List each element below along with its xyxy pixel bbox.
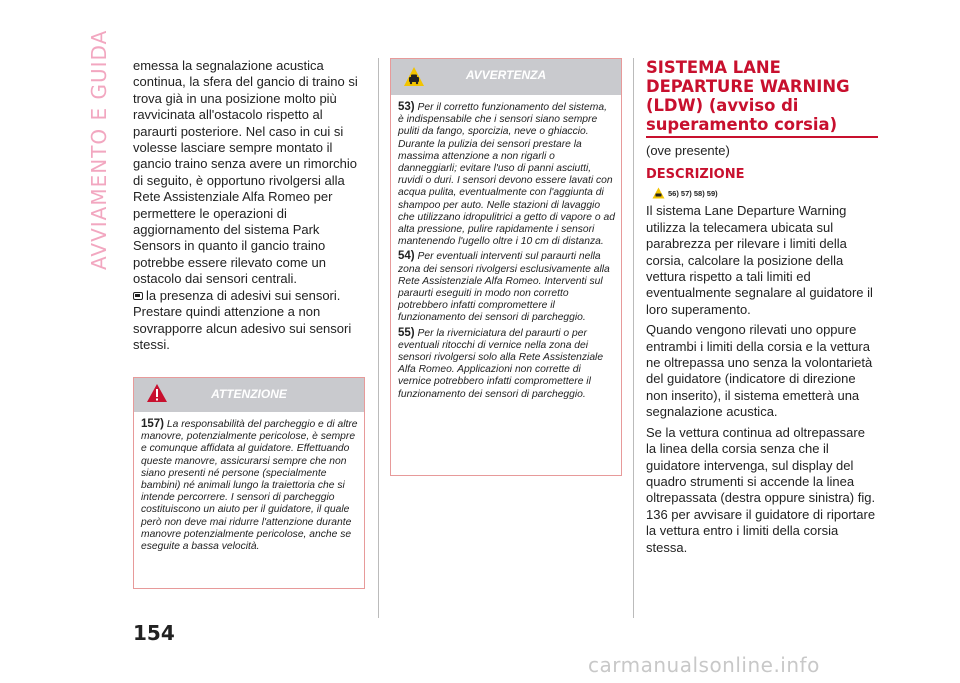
- bullet-text: la presenza di adesivi sui sensori.: [146, 287, 341, 303]
- note-number: 54): [398, 250, 415, 263]
- body-paragraph: Quando vengono rilevati uno oppure entrambi i limiti della corsia e la vettura ne oltrepassa uno senza la volontarietà del guidatore (indicatore di direzione non inserito), il sistema emetterà una segnalazione acustica.: [646, 322, 873, 420]
- note-number: 53): [398, 101, 415, 113]
- body-paragraph: Il sistema Lane Departure Warning utilizza la telecamera ubicata sul parabrezza per rilevare i limiti della corsia, calcolare la posizione della vettura rispetto a tali limiti ed eventualmente segnalare al guidatore il loro superamento.: [646, 203, 873, 317]
- bullet-icon: [133, 292, 143, 300]
- column-divider: [633, 58, 634, 618]
- chapter-side-title: AVVIAMENTO E GUIDA: [87, 29, 111, 270]
- attenzione-body: [134, 412, 364, 561]
- note-text: La responsabilità del parcheggio e di altre manovre, potenzialmente pericolose, è sempre e comunque affidata al guidatore. Effettuando queste manovre, assicurarsi sempre che non siano presenti né persone (specialmente bambini) né animali lungo la traiettoria che si intende percorrere. I sensori di parcheggio costituiscono un aiuto per il guidatore, il quale però non deve mai ridurre l'attenzione durante manovre potenzialmente pericolose, anche se eseguite a bassa velocità.: [141, 419, 358, 553]
- heading-rule: [646, 136, 878, 138]
- page-number: 154: [133, 621, 175, 645]
- refs-text: 56) 57) 58) 59): [668, 188, 718, 198]
- section-heading: SISTEMA LANE DEPARTURE WARNING (LDW) (avviso di superamento corsia): [646, 58, 850, 134]
- avvertenza-title: AVVERTENZA: [465, 68, 547, 82]
- body-paragraph: Se la vettura continua ad oltrepassare la linea della corsia senza che il guidatore intervenga, sul display del quadro strumenti si accende la linea oltrepassata (destra oppure sinistra) fig. 136 per avvisare il guidatore di riportare la vettura entro i limiti della corsia stessa.: [646, 424, 876, 555]
- avvertenza-box: [390, 58, 622, 476]
- column-right: [646, 58, 878, 560]
- body-paragraph-2: Prestare quindi attenzione a non sovrapporre alcun adesivo sui sensori stessi.: [133, 304, 352, 352]
- note-number: 55): [398, 326, 415, 339]
- watermark: carmanualsonline.info: [588, 653, 820, 677]
- note-text: Per il corretto funzionamento del sistema, è indispensabile che i sensori siano sempre puliti da fango, sporcizia, neve o ghiaccio. Durante la pulizia dei sensori prestare la massima attenzione a non rigarli o danneggiarli; evitare l'uso di panni asciutti, ruvidi o duri. I sensori devono essere lavati con acqua pulita, eventualmente con l'aggiunta di shampoo per auto. Nelle stazioni di lavaggio che utilizzano idropulitrici a getto di vapore o ad alta pressione, pulire rapidamente i sensori mantenendo l'ugello oltre i 10 cm di distanza.: [398, 102, 615, 248]
- note-text: Per eventuali interventi sul paraurti nella zona dei sensori rivolgersi esclusivamente alla Rete Assistenziale Alfa Romeo. Interventi sul paraurti eseguiti in modo non corretto potrebbero infatti compromettere il funzionamento dei sensori di parcheggio.: [398, 251, 610, 324]
- note-text: Per la riverniciatura del paraurti o per eventuali ritocchi di vernice nella zona dei sensori rivolgersi solo alla Rete Assistenziale Alfa Romeo. Applicazioni non corrette di vernice potrebbero infatti compromettere il funzionamento dei sensori di parcheggio.: [398, 327, 604, 400]
- warning-triangle-icon: [652, 187, 665, 199]
- bullet-item: [133, 288, 365, 304]
- subtitle: (ove presente): [646, 143, 730, 158]
- note-number: 157): [141, 418, 165, 430]
- column-left: [133, 58, 365, 353]
- attenzione-box: [133, 377, 365, 589]
- body-paragraph: emessa la segnalazione acustica continua, la sfera del gancio di traino si trova già in una posizione molto più ravvicinata all'ostacolo rispetto al paraurti posteriore. Nel caso in cui si volesse lasciare sempre montato il gancio traino senza avere un rimorchio di seguito, è opportuno rivolgersi alla Rete Assistenziale Alfa Romeo per permettere le operazioni di aggiornamento del sistema Park Sensors in quanto il gancio traino potrebbe essere rilevato come un ostacolo dai sensori centrali.: [133, 58, 358, 287]
- attenzione-title: ATTENZIONE: [211, 387, 287, 401]
- subsection-heading: DESCRIZIONE: [646, 167, 745, 183]
- attenzione-header: [134, 378, 364, 412]
- avvertenza-body: [391, 95, 621, 409]
- warning-refs: [652, 187, 878, 199]
- column-divider: [378, 58, 379, 618]
- avvertenza-header: [391, 59, 621, 95]
